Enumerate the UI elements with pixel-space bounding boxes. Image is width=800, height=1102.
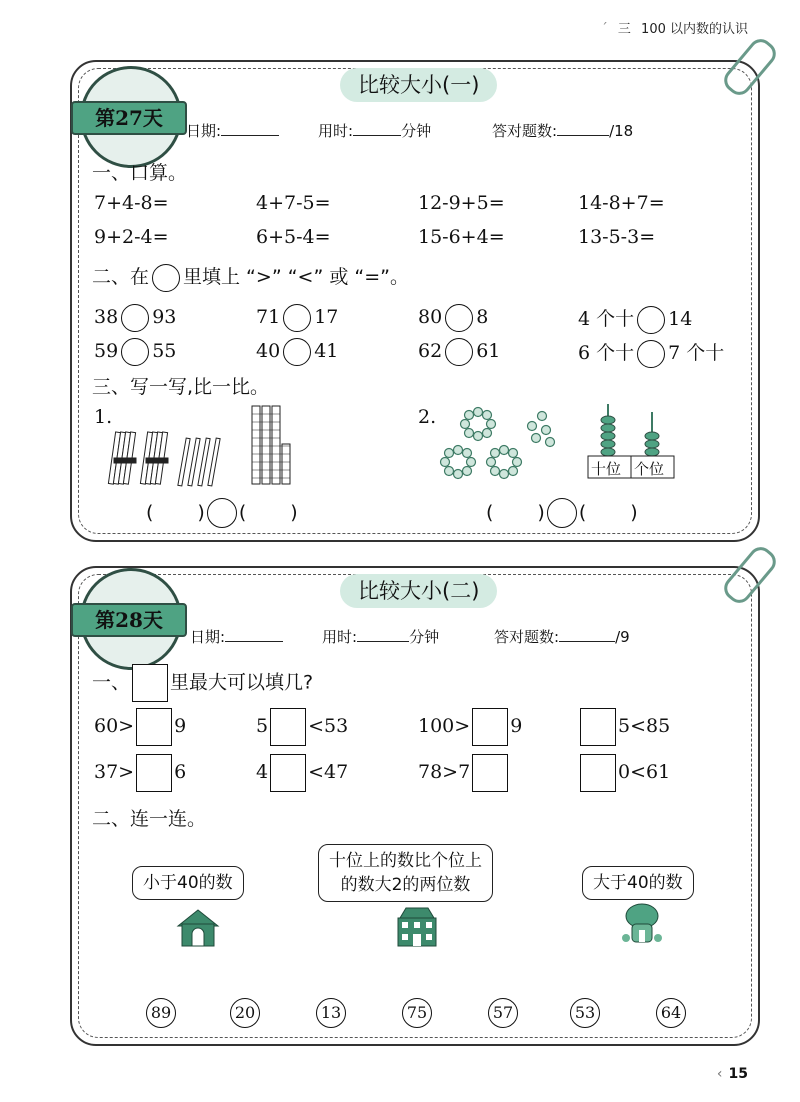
oral-problem: 7+4-8= [94,192,169,214]
chapter-header [601,18,748,37]
fill-box[interactable] [270,754,306,792]
score-blank [557,121,609,136]
right-value: 55 [152,340,177,362]
label-line-1: 十位上的数比个位上 [329,851,482,871]
right-value: 41 [314,340,339,362]
compare-item [418,304,488,332]
prefix-text: 5 [256,715,269,737]
header-tick: ˊ [601,22,608,37]
left-value: 71 [256,306,281,328]
answer-row-2 [486,498,638,528]
day27-score [492,120,633,141]
abacus-ones-label: 个位 [634,460,665,478]
fill-box[interactable] [136,708,172,746]
label-line-2: 的数大2的两位数 [340,875,471,895]
answer-row-1 [146,498,298,528]
sec2-suffix: 里填上 “>” “<” 或 “=”。 [183,266,409,288]
right-value: 8 [476,306,489,328]
answer-circle-icon [152,264,180,292]
prefix-text: 37> [94,761,135,783]
compare-item [578,304,692,334]
day28-score [494,626,630,647]
fill-box[interactable] [472,708,508,746]
day28-date [190,626,283,647]
prefix-text: 60> [94,715,135,737]
answer-square-icon [132,664,168,702]
bead-ring-icon [487,446,522,479]
time-unit: 分钟 [401,122,432,140]
prefix-text: 4 [256,761,269,783]
fill-box[interactable] [580,708,616,746]
fill-item [94,754,186,792]
paren-open: ( [578,501,587,524]
score-blank [559,627,615,642]
left-value: 4 个十 [578,308,635,330]
right-value: 17 [314,306,339,328]
prefix-text: 78>7 [418,761,471,783]
day27-section3-heading: 三、写一写,比一比。 [92,376,270,398]
compare-circle[interactable] [283,304,311,332]
fill-item [578,754,670,792]
mushroom-house-icon [620,902,664,946]
day27-title: 比较大小(一) [340,68,497,102]
building-icon [394,904,440,948]
day28-badge [80,568,182,670]
compare-item [94,338,176,366]
day28-section2-heading: 二、连一连。 [92,808,207,830]
item2-number: 2. [418,406,437,428]
fill-item [418,754,510,792]
time-label: 用时: [322,628,358,646]
paren-open: ( [486,501,494,524]
paren-close: ) [537,501,545,524]
time-blank [353,121,401,136]
page-number-text: 15 [728,1066,748,1082]
bead-ring-icon [441,446,476,479]
compare-circle[interactable] [445,304,473,332]
score-label: 答对题数: [494,628,560,646]
day27-badge-label: 第27天 [71,101,187,135]
page-number [717,1066,748,1082]
label-tens-greater-by-2 [318,844,493,902]
small-house-icon [176,908,220,948]
compare-item [578,338,724,368]
day27-time [318,120,431,141]
compare-item [94,304,176,332]
left-value: 80 [418,306,443,328]
bead-ring-icon [461,408,496,441]
date-blank [221,121,279,136]
number-circle[interactable]: 75 [402,998,432,1028]
left-value: 62 [418,340,443,362]
compare-circle[interactable] [637,306,665,334]
suffix-text: <47 [308,761,349,783]
time-label: 用时: [318,122,354,140]
fill-item [578,708,670,746]
day28-section1-heading [92,664,313,702]
day27-section2-heading [92,262,409,292]
left-value: 38 [94,306,119,328]
oral-problem: 15-6+4= [418,226,505,248]
date-label: 日期: [190,628,226,646]
paren-close: ) [290,501,298,524]
suffix-text: 9 [510,715,523,737]
paren-close: ) [630,501,638,524]
compare-circle[interactable] [121,338,149,366]
time-unit: 分钟 [409,628,440,646]
compare-circle[interactable] [207,498,237,528]
time-blank [357,627,409,642]
stick-bundle-icon [140,432,168,484]
sec2-prefix: 二、在 [92,266,150,288]
fill-box[interactable] [270,708,306,746]
fill-box[interactable] [580,754,616,792]
day28-time [322,626,439,647]
fill-item [94,708,186,746]
compare-circle[interactable] [121,304,149,332]
score-label: 答对题数: [492,122,558,140]
compare-item [256,338,338,366]
compare-item [418,338,500,366]
number-circle[interactable]: 57 [488,998,518,1028]
paren-close: ) [197,501,205,524]
sec1-suffix: 里最大可以填几? [170,671,314,694]
chevron-left-icon: ‹ [716,1066,723,1082]
oral-problem: 13-5-3= [578,226,656,248]
bead-groups-illustration [434,404,564,484]
oral-problem: 9+2-4= [94,226,169,248]
stick-bundles-illustration [104,428,224,490]
oral-problem: 14-8+7= [578,192,665,214]
compare-circle[interactable] [547,498,577,528]
stick-bundle-icon [108,432,136,484]
compare-circle[interactable] [637,340,665,368]
suffix-text: 9 [174,715,187,737]
day28-title: 比较大小(二) [340,574,497,608]
day27-badge [80,66,182,168]
day28-badge-label: 第28天 [71,603,187,637]
compare-circle[interactable] [445,338,473,366]
label-greater-than-40: 大于40的数 [582,866,694,900]
number-circle[interactable]: 53 [570,998,600,1028]
fill-item [256,708,348,746]
paren-open: ( [146,501,154,524]
day27-date [186,120,279,141]
right-value: 14 [668,308,693,330]
date-label: 日期: [186,122,222,140]
compare-circle[interactable] [283,338,311,366]
right-value: 7 个十 [668,342,725,364]
fill-item [256,754,348,792]
prefix-text: 100> [418,715,471,737]
number-circle[interactable]: 64 [656,998,686,1028]
paren-open: ( [238,501,247,524]
abacus-tens-label: 十位 [591,460,622,478]
oral-problem: 4+7-5= [256,192,331,214]
compare-item [256,304,338,332]
left-value: 59 [94,340,119,362]
oral-problem: 6+5-4= [256,226,331,248]
sec1-prefix: 一、 [92,671,131,694]
right-value: 61 [476,340,501,362]
oral-problem: 12-9+5= [418,192,505,214]
score-total: /9 [615,628,630,646]
cube-towers-illustration [248,404,298,486]
fill-box[interactable] [136,754,172,792]
suffix-text: <53 [308,715,349,737]
left-value: 6 个十 [578,342,635,364]
date-blank [225,627,283,642]
chapter-title: 100 以内数的认识 [641,22,748,37]
suffix-text: 6 [174,761,187,783]
number-circle[interactable]: 89 [146,998,176,1028]
number-circle[interactable]: 13 [316,998,346,1028]
right-value: 93 [152,306,177,328]
item1-number: 1. [94,406,113,428]
fill-item [418,708,522,746]
chapter-number: 三 [617,22,631,37]
label-less-than-40: 小于40的数 [132,866,244,900]
day27-section1-heading: 一、口算。 [92,162,188,184]
score-total: /18 [609,122,634,140]
left-value: 40 [256,340,281,362]
suffix-text: 0<61 [618,761,671,783]
suffix-text: 5<85 [618,715,671,737]
fill-box[interactable] [472,754,508,792]
number-circle[interactable]: 20 [230,998,260,1028]
